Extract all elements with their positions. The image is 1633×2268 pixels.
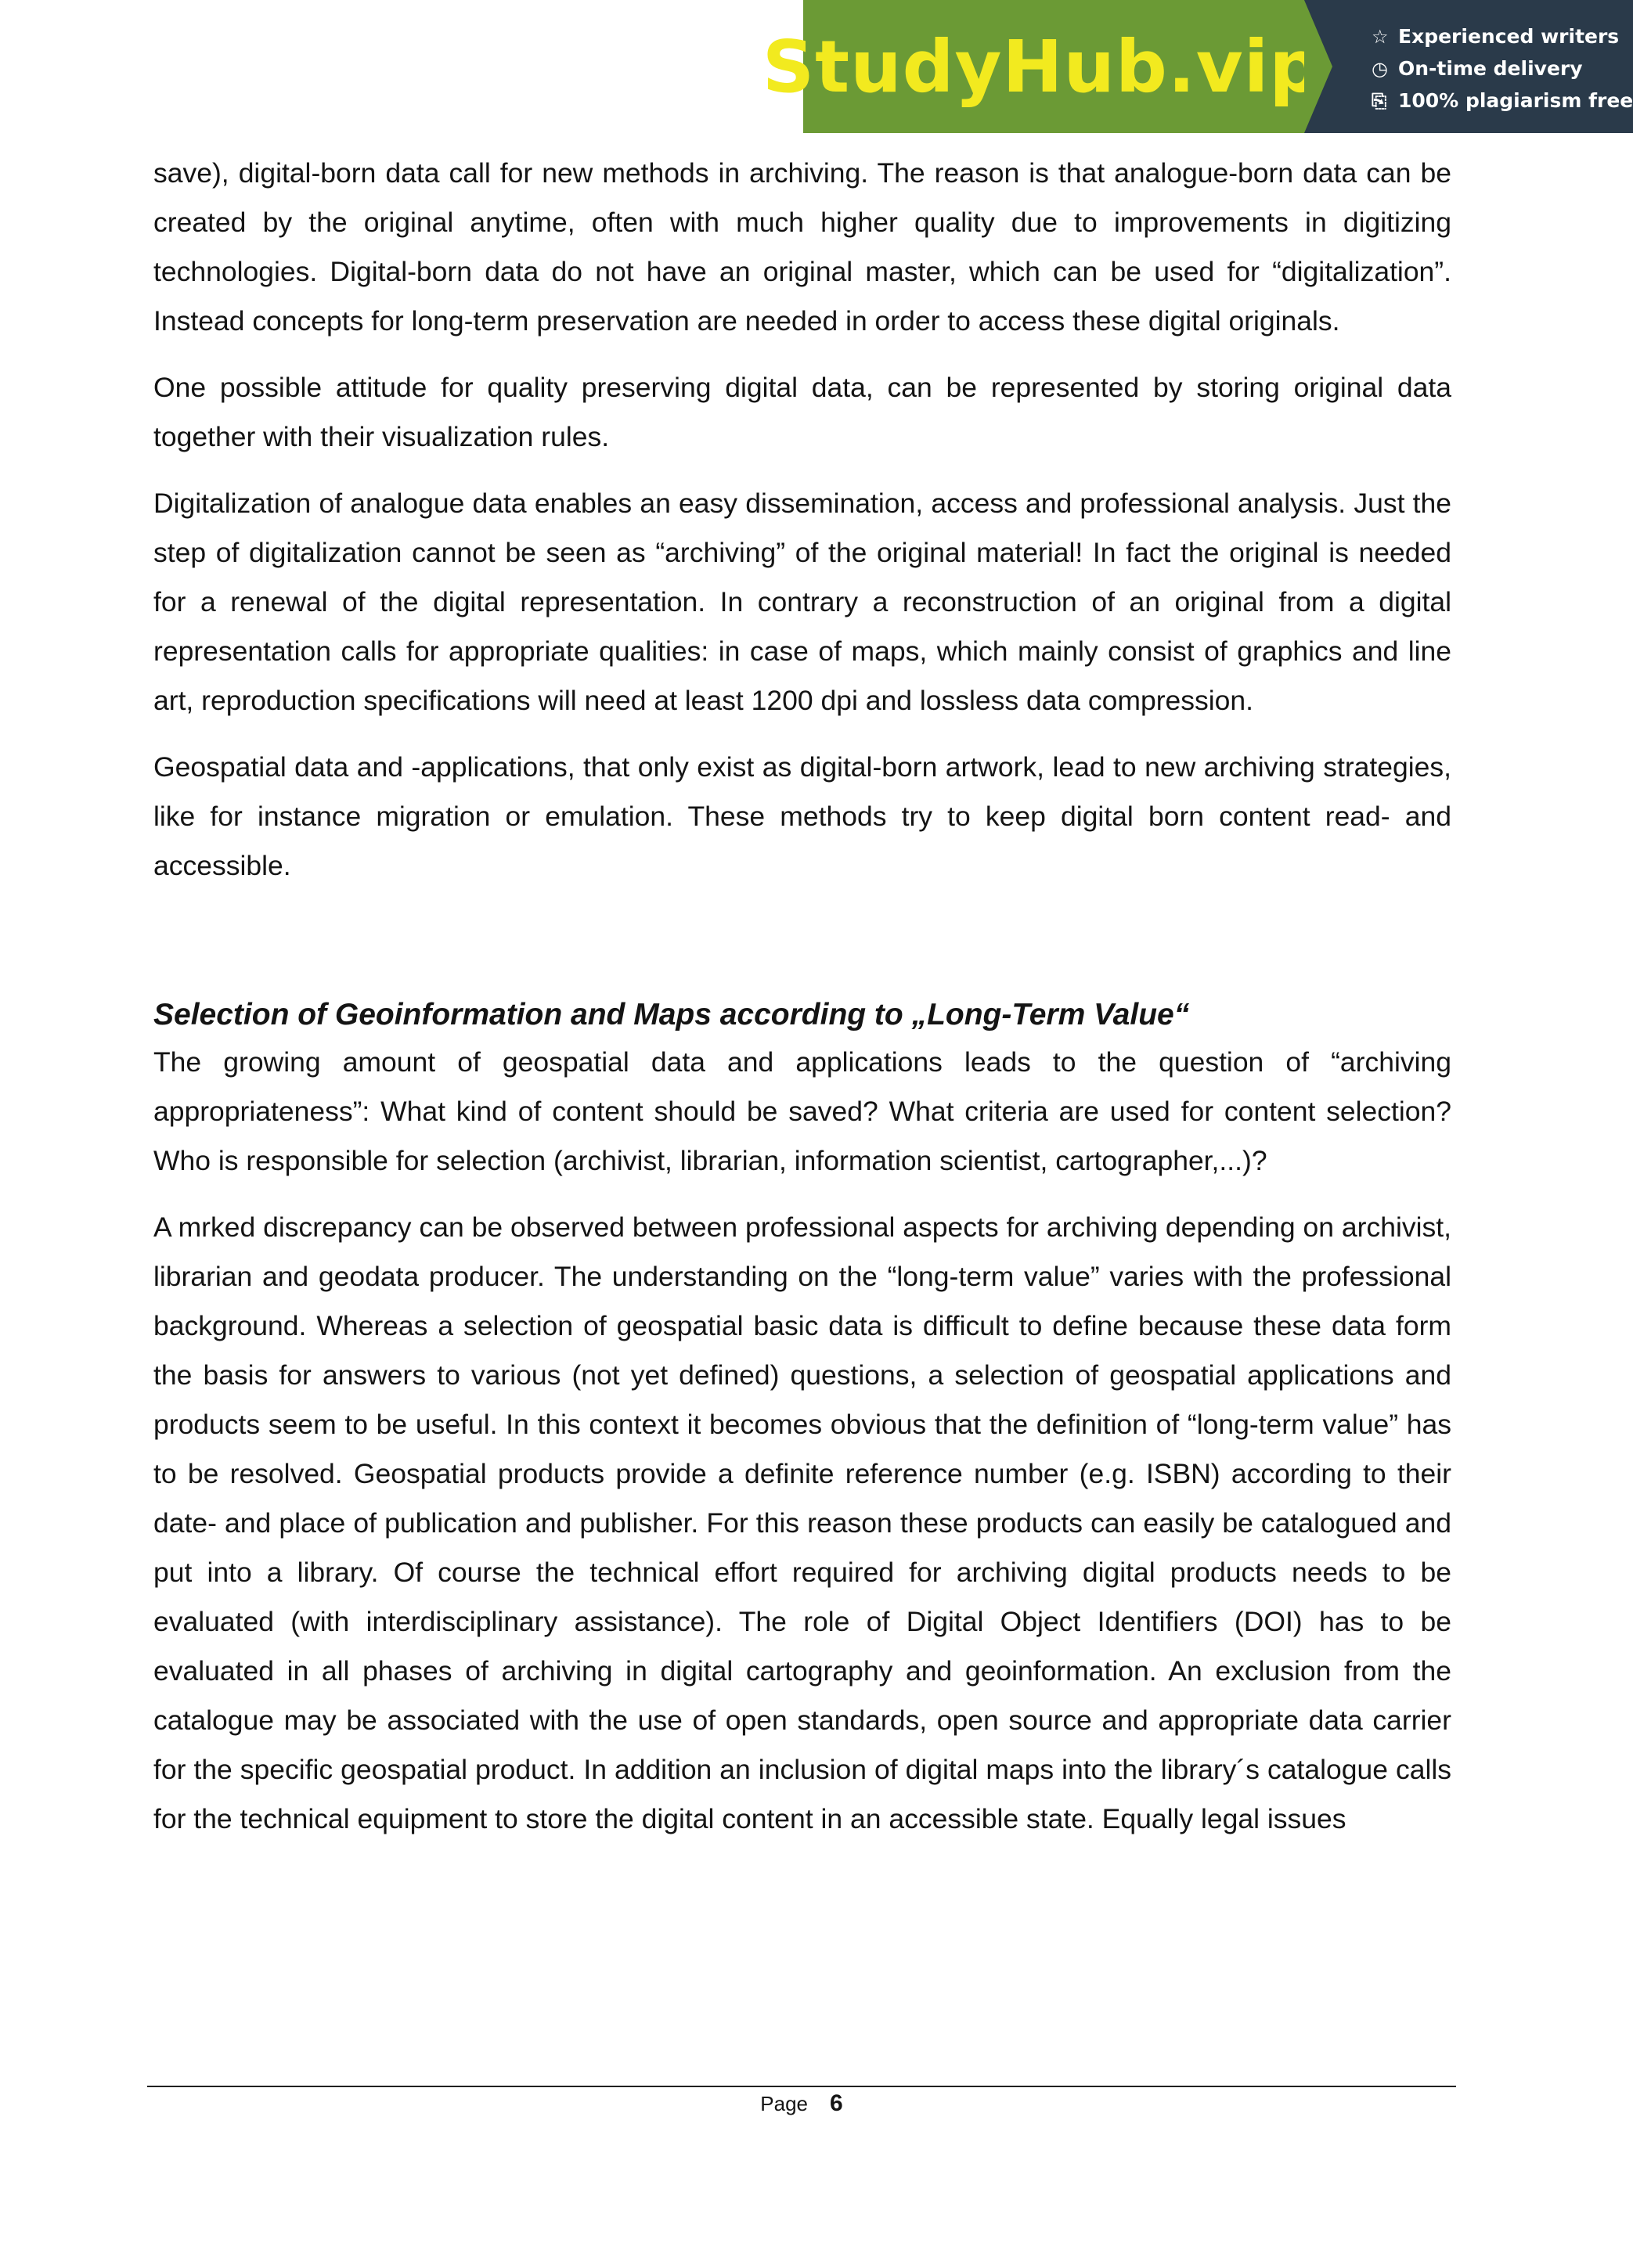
paragraph-archiving-appropriateness: The growing amount of geospatial data and applications leads to the question of “archiving appropriateness”: What kind of content should be saved? What criteria are used for content selection? Who is responsible for selection (archivist, librarian, information scientist, cartographer,...)? [153,1046,1451,1176]
banner-feature-list [1304,0,1633,133]
copy-icon: ⎘ [1372,89,1387,112]
paragraph-discrepancy: A mrked discrepancy can be observed between professional aspects for archiving depending on archivist, librarian and geodata producer. The understanding on the “long-term value” varies with the professional background. Whereas a selection of geospatial basic data is difficult to define because these data form the basis for answers to various (not yet defined) questions, a selection of geospatial applications and products seem to be useful. In this context it becomes obvious that the definition of “long-term value” has to be resolved. Geospatial products provide a definite reference number (e.g. ISBN) according to their date- and place of publication and publisher. For this reason these products can easily be catalogued and put into a library. Of course the technical effort required for archiving digital products needs to be evaluated (with interdisciplinary assistance). The role of Digital Object Identifiers (DOI) has to be evaluated in all phases of archiving in digital cartography and geoinformation. An exclusion from the catalogue may be associated with the use of open standards, open source and appropriate data carrier for the specific geospatial product. In addition an inclusion of digital maps into the library´s catalogue calls for the technical equipment to store the digital content in an accessible state. Equally legal issues [153,1211,1451,1834]
footer-divider [147,2086,1456,2087]
feature-plagiarism-free [1372,85,1633,117]
page-footer [0,2090,1603,2118]
section-spacer [153,908,1451,992]
paragraph-geospatial-applications: Geospatial data and -applications, that only exist as digital-born artwork, lead to new archiving strategies, like for instance migration or emulation. These methods try to keep digital born content read- and accessible. [153,751,1451,881]
star-icon: ☆ [1372,25,1389,48]
studyhub-ad-banner[interactable] [762,0,1633,133]
paragraph-quality-preserving: One possible attitude for quality preserving digital data, can be represented by storing original data together with their visualization rules. [153,372,1451,452]
feature-experienced-writers [1372,20,1633,52]
feature-label: 100% plagiarism free [1398,89,1633,112]
clock-icon: ◷ [1372,57,1388,80]
studyhub-logo-text: StudyHub.vip [762,24,1322,109]
document-page [153,149,1451,1861]
section-heading: Selection of Geoinformation and Maps according to „Long-Term Value“ [153,998,1190,1031]
paragraph-digital-born-data: save), digital-born data call for new methods in archiving. The reason is that analogue-born data can be created by the original anytime, often with much higher quality due to improvements in digitizing technologies. Digital-born data do not have an original master, which can be used for “digitalization”. Instead concepts for long-term preservation are needed in order to access these digital originals. [153,157,1451,337]
paragraph-digitalization: Digitalization of analogue data enables an easy dissemination, access and professional analysis. Just the step of digitalization cannot be seen as “archiving” of the original material! In fact the original is needed for a renewal of the digital representation. In contrary a reconstruction of an original from a digital representation calls for appropriate qualities: in case of maps, which mainly consist of graphics and line art, reproduction specifications will need at least 1200 dpi and lossless data compression. [153,488,1451,716]
feature-label: On-time delivery [1398,57,1583,80]
page-label: Page [760,2092,809,2115]
feature-on-time-delivery [1372,52,1633,85]
feature-label: Experienced writers [1398,25,1620,48]
studyhub-logo[interactable] [762,0,1322,133]
page-number: 6 [830,2090,843,2116]
